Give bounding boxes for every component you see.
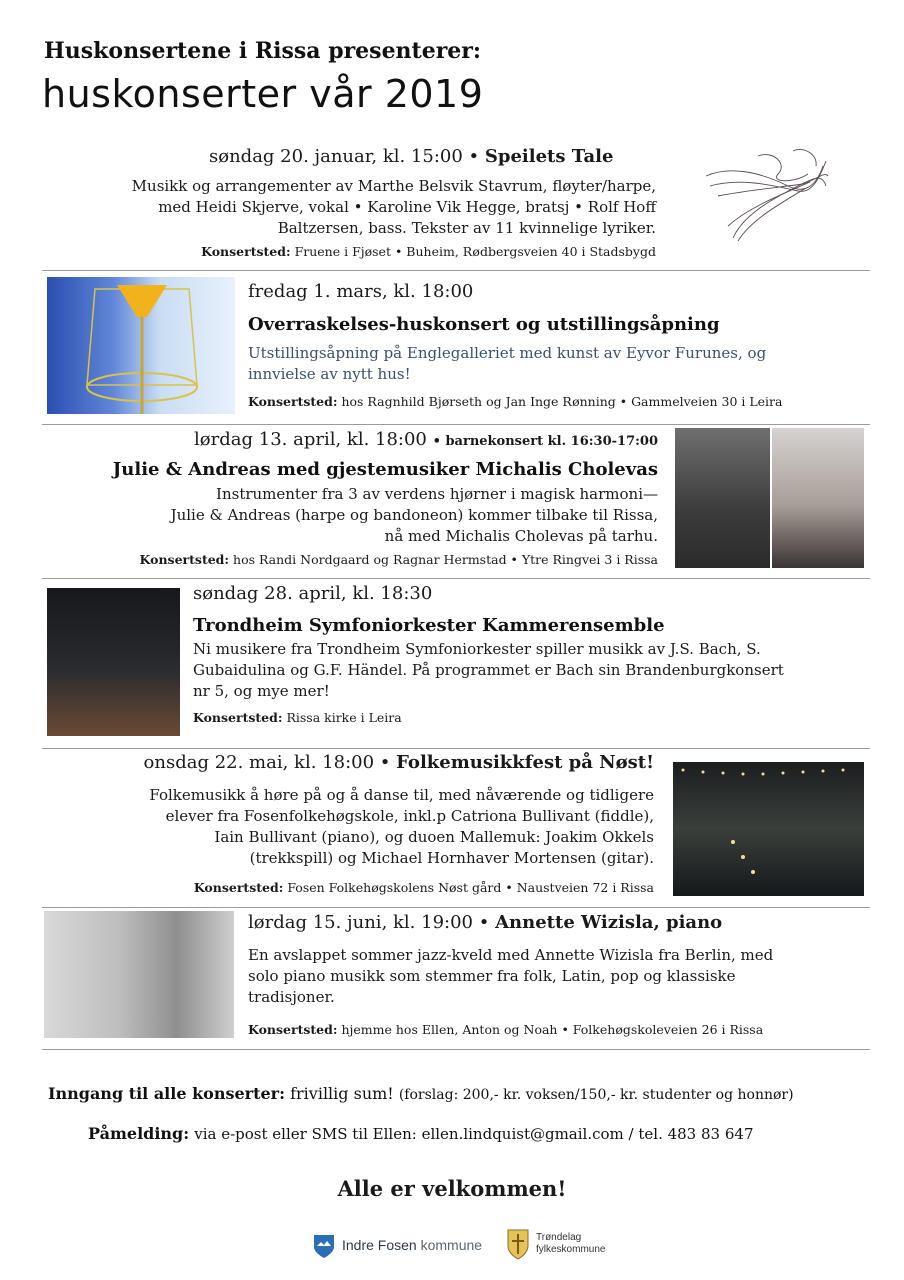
lamp-shade-graphic	[47, 277, 235, 414]
event-5-venue-label: Konsertsted:	[193, 880, 284, 895]
event-6-desc-line: tradisjoner.	[248, 988, 335, 1006]
event-6-title: Annette Wizisla, piano	[495, 912, 723, 933]
event-4-date: søndag 28. april, kl. 18:30	[193, 583, 433, 604]
trondelag-name: Trøndelag	[536, 1232, 582, 1243]
event-5-venue	[194, 880, 654, 895]
indre-fosen-shield-icon	[312, 1233, 336, 1259]
divider	[42, 748, 870, 749]
event-6-venue-label: Konsertsted:	[248, 1022, 338, 1037]
trondelag-shield-icon	[506, 1228, 530, 1260]
event-6-desc-line: solo piano musikk som stemmer fra folk, Latin, pop og klassiske	[248, 967, 736, 985]
event-4-venue	[193, 710, 402, 725]
indre-fosen-kommune: kommune	[420, 1237, 483, 1253]
signup-info	[88, 1124, 753, 1143]
event-2-desc-line: innvielse av nytt hus!	[248, 365, 411, 383]
divider	[42, 1049, 870, 1050]
event-6-description	[248, 945, 868, 1008]
event-3-desc-line: Instrumenter fra 3 av verdens hjørner i magisk harmoni—	[216, 485, 658, 503]
event-1-venue	[201, 244, 656, 259]
event-5-desc-line: Iain Bullivant (piano), og duoen Mallemuk: Joakim Okkels	[214, 828, 654, 846]
signup-label: Påmelding:	[88, 1124, 190, 1143]
event-3-venue	[140, 552, 658, 567]
event-5-venue-text: Fosen Folkehøgskolens Nøst gård • Naustveien 72 i Rissa	[287, 880, 654, 895]
event-4-venue-label: Konsertsted:	[193, 710, 283, 725]
event-4-venue-text: Rissa kirke i Leira	[286, 710, 402, 725]
event-6-date: lørdag 15. juni, kl. 19:00	[248, 912, 473, 933]
event-5-date: onsdag 22. mai, kl. 18:00	[143, 752, 375, 773]
event-1-venue-label: Konsertsted:	[201, 244, 291, 259]
event-1-venue-text: Fruene i Fjøset • Buheim, Rødbergsveien 40 i Stadsbygd	[294, 244, 656, 259]
event-5-title: Folkemusikkfest på Nøst!	[396, 752, 654, 773]
divider	[42, 907, 870, 908]
indre-fosen-text	[342, 1237, 482, 1253]
event-2-title: Overraskelses-huskonsert og utstillingsåpning	[248, 314, 720, 335]
event-1-desc-line: Baltzersen, bass. Tekster av 11 kvinnelige lyriker.	[277, 219, 656, 237]
event-5-date-line	[144, 752, 654, 773]
event-6-date-line	[248, 912, 722, 933]
event-3-venue-text: hos Randi Nordgaard og Ragnar Hermstad • Ytre Ringvei 3 i Rissa	[233, 552, 658, 567]
sketch-illustration	[698, 146, 834, 246]
folk-music-photo	[673, 762, 864, 896]
divider	[42, 270, 870, 271]
entry-label: Inngang til alle konserter:	[48, 1084, 285, 1103]
event-3-title: Julie & Andreas med gjestemusiker Michalis Cholevas	[112, 459, 658, 480]
event-4-desc-line: nr 5, og mye mer!	[193, 682, 330, 700]
divider	[42, 578, 870, 579]
trondelag-fylke: fylkeskommune	[536, 1244, 606, 1255]
event-2-venue-label: Konsertsted:	[248, 394, 338, 409]
event-6-venue	[248, 1022, 763, 1037]
event-3-desc-line: nå med Michalis Cholevas på tarhu.	[384, 527, 658, 545]
trondelag-text	[536, 1232, 605, 1256]
duo-photo	[772, 428, 864, 568]
lamp-image	[47, 277, 235, 414]
musician-photo	[675, 428, 770, 568]
event-3-date: lørdag 13. april, kl. 18:00	[194, 429, 427, 450]
page-title: huskonserter vår 2019	[42, 72, 484, 116]
event-1-separator: •	[468, 146, 480, 167]
event-2-venue	[248, 394, 782, 409]
event-1-date-line	[209, 146, 613, 167]
entry-value: frivillig sum!	[290, 1084, 394, 1103]
event-5-separator: •	[379, 752, 391, 773]
event-3-date-line	[194, 429, 658, 450]
event-2-venue-text: hos Ragnhild Bjørseth og Jan Inge Rønning • Gammelveien 30 i Leira	[341, 394, 783, 409]
event-1-title: Speilets Tale	[484, 146, 614, 167]
trondelag-logo	[506, 1228, 616, 1262]
pianist-portrait	[44, 911, 234, 1038]
orchestra-photo	[47, 588, 180, 736]
divider	[42, 424, 870, 425]
event-4-title: Trondheim Symfoniorkester Kammerensemble	[193, 615, 665, 636]
event-2-date: fredag 1. mars, kl. 18:00	[248, 281, 474, 302]
event-5-desc-line: elever fra Fosenfolkehøgskole, inkl.p Catriona Bullivant (fiddle),	[165, 807, 654, 825]
event-6-desc-line: En avslappet sommer jazz-kveld med Annette Wizisla fra Berlin, med	[248, 946, 774, 964]
event-3-description	[58, 484, 658, 547]
indre-fosen-name: Indre Fosen	[342, 1237, 417, 1253]
event-5-desc-line: Folkemusikk å høre på og å danse til, med nåværende og tidligere	[149, 786, 654, 804]
event-4-description	[193, 639, 873, 702]
event-4-desc-line: Ni musikere fra Trondheim Symfoniorkester spiller musikk av J.S. Bach, S.	[193, 640, 761, 658]
event-6-venue-text: hjemme hos Ellen, Anton og Noah • Folkehøgskoleveien 26 i Rissa	[341, 1022, 764, 1037]
signup-text: via e-post eller SMS til Ellen: ellen.lindquist@gmail.com / tel. 483 83 647	[194, 1125, 754, 1143]
event-3-venue-label: Konsertsted:	[139, 552, 230, 567]
event-3-extra: • barnekonsert kl. 16:30-17:00	[432, 434, 658, 449]
event-5-description	[34, 785, 654, 869]
event-6-separator: •	[478, 912, 490, 933]
presenter-heading: Huskonsertene i Rissa presenterer:	[44, 38, 482, 64]
welcome-message: Alle er velkommen!	[337, 1176, 567, 1201]
event-1-description	[16, 176, 656, 239]
entry-note: (forslag: 200,- kr. voksen/150,- kr. studenter og honnør)	[398, 1087, 794, 1103]
event-2-description	[248, 343, 868, 385]
event-5-desc-line: (trekkspill) og Michael Hornhaver Mortensen (gitar).	[249, 849, 654, 867]
event-2-desc-line: Utstillingsåpning på Englegalleriet med kunst av Eyvor Furunes, og	[248, 344, 767, 362]
event-1-date: søndag 20. januar, kl. 15:00	[209, 146, 463, 167]
event-1-desc-line: Musikk og arrangementer av Marthe Belsvik Stavrum, fløyter/harpe,	[131, 177, 656, 195]
event-4-desc-line: Gubaidulina og G.F. Händel. På programmet er Bach sin Brandenburgkonsert	[193, 661, 784, 679]
event-1-desc-line: med Heidi Skjerve, vokal • Karoline Vik Hegge, bratsj • Rolf Hoff	[158, 198, 656, 216]
string-lights-graphic	[673, 762, 864, 896]
event-3-desc-line: Julie & Andreas (harpe og bandoneon) kommer tilbake til Rissa,	[170, 506, 658, 524]
entry-info	[48, 1084, 794, 1103]
